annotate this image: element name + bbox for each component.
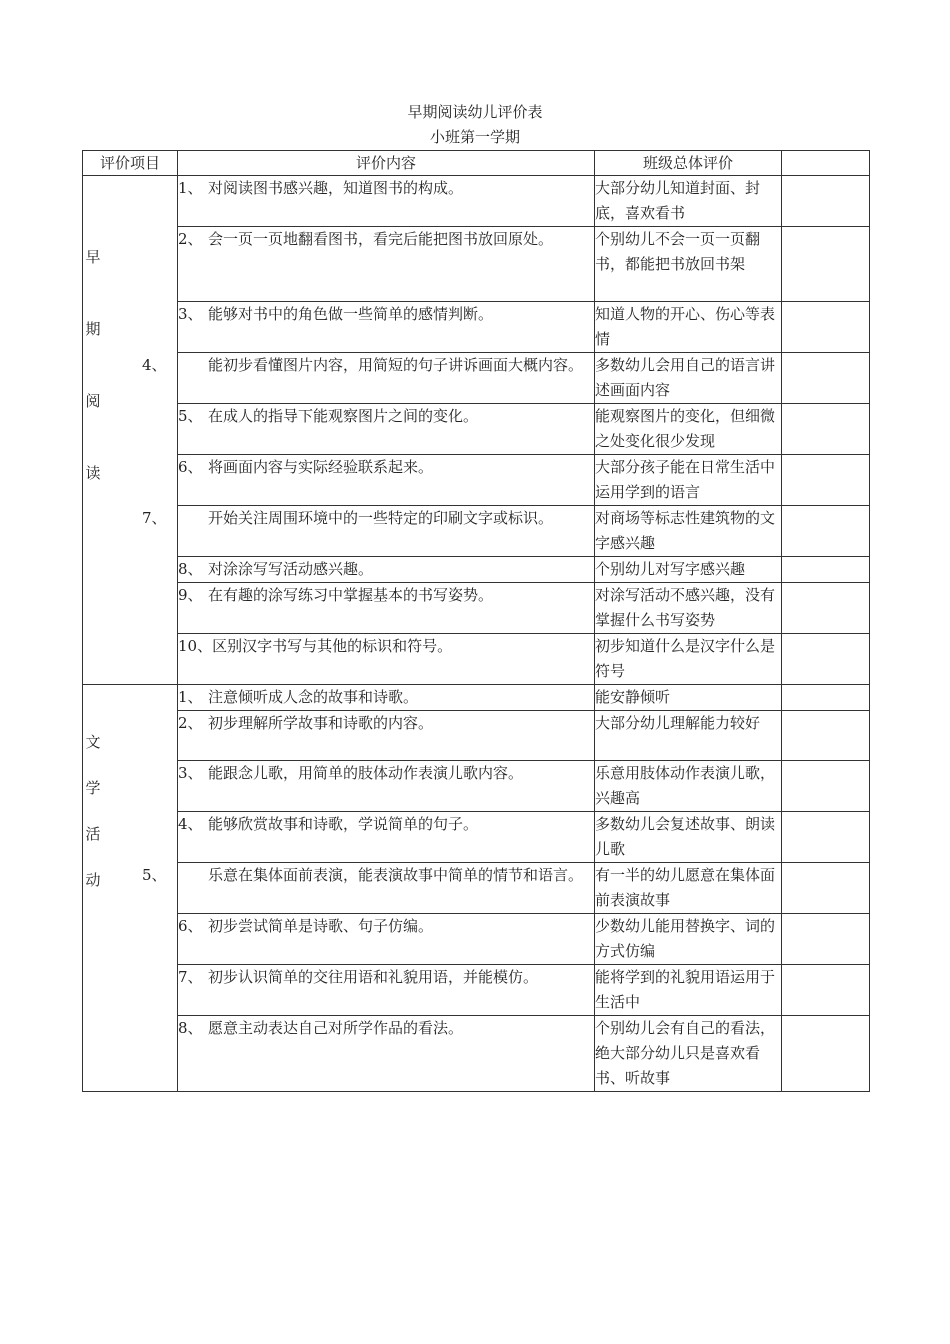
table-row — [83, 965, 870, 1016]
blank-cell — [782, 914, 870, 965]
criteria-line — [178, 917, 433, 935]
criteria-line — [178, 1019, 463, 1037]
criteria-text: 能跟念儿歌，用简单的肢体动作表演儿歌内容。 — [208, 764, 524, 782]
item-number: 2、 — [178, 714, 203, 732]
criteria-cell — [178, 583, 595, 634]
overall-evaluation-cell: 能安静倾听 — [595, 685, 782, 711]
criteria-text: 将画面内容与实际经验联系起来。 — [208, 458, 434, 476]
criteria-cell — [178, 914, 595, 965]
overall-evaluation-cell: 对涂写活动不感兴趣，没有掌握什么书写姿势 — [595, 583, 782, 634]
blank-cell — [782, 634, 870, 685]
criteria-text: 开始关注周围环境中的一些特定的印刷文字或标识。 — [208, 509, 554, 527]
item-number: 5、 — [178, 407, 203, 425]
table-row — [83, 455, 870, 506]
blank-cell — [782, 302, 870, 353]
overall-evaluation-cell: 能将学到的礼貌用语运用于生活中 — [595, 965, 782, 1016]
category-char: 期 — [85, 320, 101, 338]
table-row — [83, 557, 870, 583]
overall-evaluation-cell: 大部分幼儿知道封面、封底，喜欢看书 — [595, 176, 782, 227]
criteria-cell — [178, 761, 595, 812]
criteria-line — [178, 407, 478, 425]
criteria-line — [178, 560, 373, 578]
item-number: 10、 — [178, 637, 213, 655]
category-cell — [83, 685, 178, 1092]
criteria-cell — [178, 965, 595, 1016]
table-body — [83, 176, 870, 1092]
criteria-cell — [142, 863, 595, 914]
criteria-cell — [178, 634, 595, 685]
blank-cell — [782, 583, 870, 634]
item-number: 4、 — [142, 356, 167, 374]
blank-cell — [782, 557, 870, 583]
table-row — [83, 711, 870, 761]
criteria-line — [178, 968, 538, 986]
criteria-text: 对阅读图书感兴趣，知道图书的构成。 — [208, 179, 464, 197]
document-subtitle: 小班第一学期 — [429, 128, 520, 146]
criteria-text: 初步尝试简单是诗歌、句子仿编。 — [208, 917, 434, 935]
table-row — [83, 863, 870, 914]
overall-evaluation-cell: 能观察图片的变化，但细微之处变化很少发现 — [595, 404, 782, 455]
overall-evaluation-cell: 大部分孩子能在日常生活中运用学到的语言 — [595, 455, 782, 506]
item-number: 8、 — [178, 560, 203, 578]
criteria-cell — [142, 506, 595, 557]
criteria-cell — [178, 302, 595, 353]
header-content: 评价内容 — [178, 151, 595, 176]
item-number: 2、 — [178, 230, 203, 248]
table-row — [83, 302, 870, 353]
blank-cell — [782, 455, 870, 506]
evaluation-table — [82, 150, 870, 1092]
criteria-cell — [178, 227, 595, 302]
item-number: 4、 — [178, 815, 203, 833]
criteria-text: 对涂涂写写活动感兴趣。 — [208, 560, 374, 578]
overall-evaluation-cell: 个别幼儿不会一页一页翻书，都能把书放回书架 — [595, 227, 782, 302]
criteria-cell — [178, 404, 595, 455]
overall-evaluation-cell: 初步知道什么是汉字什么是符号 — [595, 634, 782, 685]
overall-evaluation-cell: 多数幼儿会复述故事、朗读儿歌 — [595, 812, 782, 863]
item-number: 6、 — [178, 458, 203, 476]
criteria-line — [178, 230, 553, 248]
blank-cell — [782, 761, 870, 812]
overall-evaluation-cell: 知道人物的开心、伤心等表情 — [595, 302, 782, 353]
blank-cell — [782, 404, 870, 455]
criteria-text: 区别汉字书写与其他的标识和符号。 — [212, 637, 453, 655]
overall-evaluation-cell: 乐意用肢体动作表演儿歌，兴趣高 — [595, 761, 782, 812]
category-cell — [83, 176, 178, 685]
table-row — [83, 1016, 870, 1092]
criteria-cell — [178, 1016, 595, 1092]
criteria-line — [178, 688, 418, 706]
table-row — [83, 404, 870, 455]
criteria-line — [142, 506, 594, 531]
table-row — [83, 812, 870, 863]
criteria-line — [178, 714, 433, 732]
blank-cell — [782, 176, 870, 227]
blank-cell — [782, 965, 870, 1016]
category-char: 活 — [85, 825, 101, 843]
criteria-text: 能初步看懂图片内容，用简短的句子讲诉画面大概内容。 — [208, 356, 584, 374]
criteria-text: 初步认识简单的交往用语和礼貌用语，并能模仿。 — [208, 968, 539, 986]
header-overall: 班级总体评价 — [595, 151, 782, 176]
item-number: 1、 — [178, 688, 203, 706]
overall-evaluation-cell: 个别幼儿对写字感兴趣 — [595, 557, 782, 583]
category-char: 学 — [85, 779, 101, 797]
item-number: 5、 — [142, 866, 167, 884]
header-category: 评价项目 — [83, 151, 178, 176]
blank-cell — [782, 812, 870, 863]
overall-evaluation-cell: 对商场等标志性建筑物的文字感兴趣 — [595, 506, 782, 557]
criteria-cell — [178, 176, 595, 227]
category-char: 阅 — [85, 392, 101, 410]
criteria-text: 初步理解所学故事和诗歌的内容。 — [208, 714, 434, 732]
criteria-text: 在成人的指导下能观察图片之间的变化。 — [208, 407, 479, 425]
category-char: 动 — [85, 871, 101, 889]
blank-cell — [782, 685, 870, 711]
table-row — [83, 761, 870, 812]
criteria-line — [178, 179, 463, 197]
item-number: 8、 — [178, 1019, 203, 1037]
item-number: 9、 — [178, 586, 203, 604]
criteria-cell — [178, 812, 595, 863]
overall-evaluation-cell: 大部分幼儿理解能力较好 — [595, 711, 782, 761]
category-char: 早 — [85, 248, 101, 266]
overall-evaluation-cell: 有一半的幼儿愿意在集体面前表演故事 — [595, 863, 782, 914]
item-number: 1、 — [178, 179, 203, 197]
blank-cell — [782, 227, 870, 302]
document-title: 早期阅读幼儿评价表 — [407, 103, 543, 121]
table-header-row — [83, 151, 870, 176]
table-row — [83, 353, 870, 404]
category-char: 读 — [85, 464, 101, 482]
criteria-line — [178, 305, 493, 323]
criteria-line — [178, 637, 452, 655]
blank-cell — [782, 863, 870, 914]
criteria-cell — [178, 557, 595, 583]
criteria-text: 能够欣赏故事和诗歌，学说简单的句子。 — [208, 815, 479, 833]
table-row — [83, 176, 870, 227]
table-row — [83, 506, 870, 557]
criteria-cell — [142, 353, 595, 404]
overall-evaluation-cell: 多数幼儿会用自己的语言讲述画面内容 — [595, 353, 782, 404]
criteria-line — [142, 863, 594, 888]
overall-evaluation-cell: 少数幼儿能用替换字、词的方式仿编 — [595, 914, 782, 965]
criteria-text: 注意倾听成人念的故事和诗歌。 — [208, 688, 419, 706]
criteria-text: 在有趣的涂写练习中掌握基本的书写姿势。 — [208, 586, 494, 604]
criteria-text: 乐意在集体面前表演，能表演故事中简单的情节和语言。 — [208, 866, 584, 884]
table-row — [83, 583, 870, 634]
criteria-line — [178, 764, 523, 782]
criteria-text: 能够对书中的角色做一些简单的感情判断。 — [208, 305, 494, 323]
overall-evaluation-cell: 个别幼儿会有自己的看法，绝大部分幼儿只是喜欢看书、听故事 — [595, 1016, 782, 1092]
criteria-line — [178, 586, 493, 604]
criteria-cell — [178, 455, 595, 506]
blank-cell — [782, 1016, 870, 1092]
criteria-text: 会一页一页地翻看图书，看完后能把图书放回原处。 — [208, 230, 554, 248]
criteria-cell — [178, 711, 595, 761]
criteria-line — [178, 458, 433, 476]
item-number: 3、 — [178, 305, 203, 323]
item-number: 7、 — [142, 509, 167, 527]
criteria-line — [178, 815, 478, 833]
blank-cell — [782, 711, 870, 761]
item-number: 3、 — [178, 764, 203, 782]
table-row — [83, 227, 870, 302]
table-row — [83, 634, 870, 685]
category-char: 文 — [85, 733, 101, 751]
blank-cell — [782, 506, 870, 557]
blank-cell — [782, 353, 870, 404]
table-row — [83, 914, 870, 965]
item-number: 7、 — [178, 968, 203, 986]
header-blank — [782, 151, 870, 176]
criteria-cell — [178, 685, 595, 711]
item-number: 6、 — [178, 917, 203, 935]
table-row — [83, 685, 870, 711]
criteria-text: 愿意主动表达自己对所学作品的看法。 — [208, 1019, 464, 1037]
criteria-line — [142, 353, 594, 378]
